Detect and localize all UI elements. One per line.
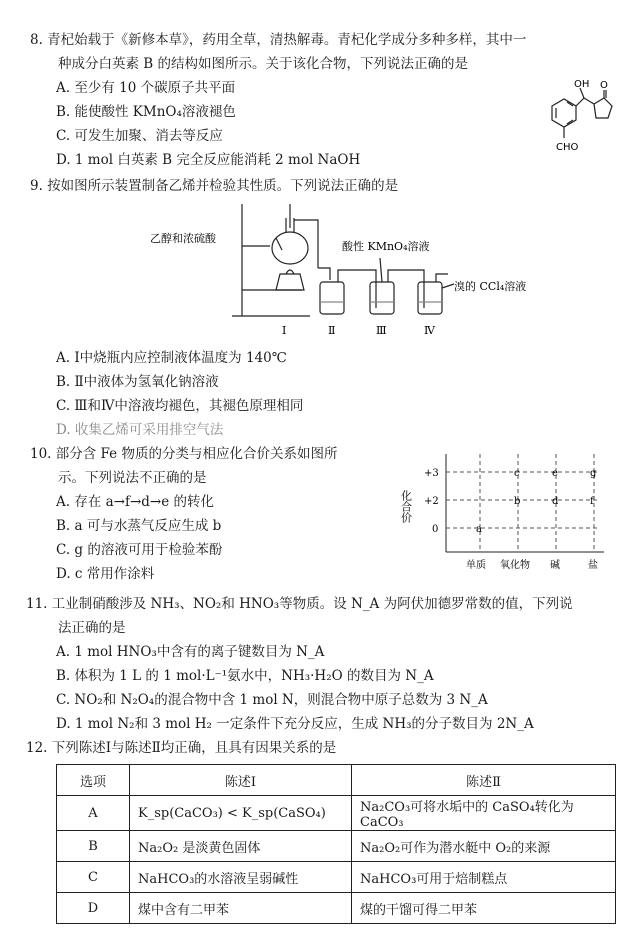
label-i: Ⅰ <box>282 324 287 337</box>
q8-stem-line2: 种成分白英素 B 的结构如图所示。关于该化合物，下列说法正确的是 <box>58 56 469 72</box>
row-b-option: B <box>57 831 130 862</box>
q8-option-d: D. 1 mol 白英素 B 完全反应能消耗 2 mol NaOH <box>56 152 361 168</box>
graph-ylabel: 化合价 <box>399 490 413 523</box>
q10-option-a: A. 存在 a→f→d→e 的转化 <box>56 494 215 510</box>
bottle-ii <box>320 282 344 314</box>
label-iii: Ⅲ <box>376 324 387 337</box>
header-statement-2: 陈述Ⅱ <box>352 765 616 796</box>
q10-stem-line2: 示。下列说法不正确的是 <box>58 470 207 486</box>
label-ii: Ⅱ <box>328 324 336 337</box>
row-a-statement-2: Na₂CO₃可将水垢中的 CaSO₄转化为 CaCO₃ <box>352 796 616 831</box>
flask-label: 乙醇和浓硫酸 <box>150 232 216 245</box>
bottle-iv <box>418 282 442 314</box>
point-a: a <box>476 524 482 535</box>
point-d: d <box>552 496 559 507</box>
q12-stem: 12. 下列陈述Ⅰ与陈述Ⅱ均正确，且具有因果关系的是 <box>26 740 337 756</box>
row-c-statement-1: NaHCO₃的水溶液呈弱碱性 <box>130 862 352 893</box>
q8-option-b: B. 能使酸性 KMnO₄溶液褪色 <box>56 104 236 120</box>
kmno4-label: 酸性 KMnO₄溶液 <box>342 240 430 253</box>
header-option: 选项 <box>57 765 130 796</box>
row-b-statement-2: Na₂O₂可作为潜水艇中 O₂的来源 <box>352 831 616 862</box>
xlabel-element: 单质 <box>466 560 486 571</box>
q11-stem-line1: 11. 工业制硝酸涉及 NH₃、NO₂和 HNO₃等物质。设 N_A 为阿伏加德罗常数的值，下列说 <box>26 596 573 612</box>
q8-option-a: A. 至少有 10 个碳原子共平面 <box>56 80 236 96</box>
row-c-statement-2: NaHCO₃可用于焙制糕点 <box>352 862 616 893</box>
q12-table <box>56 764 616 924</box>
alcohol-lamp <box>276 274 304 290</box>
row-a-option: A <box>57 796 130 831</box>
q11-option-a: A. 1 mol HNO₃中含有的离子键数目为 N_A <box>56 644 325 660</box>
bottle-iii <box>370 282 394 314</box>
q10-option-c: C. g 的溶液可用于检验苯酚 <box>56 542 223 558</box>
q8-option-c: C. 可发生加聚、消去等反应 <box>56 128 223 144</box>
point-g: g <box>590 468 597 479</box>
bromine-label: 溴的 CCl₄溶液 <box>454 280 527 293</box>
row-b-statement-1: Na₂O₂ 是淡黄色固体 <box>130 831 352 862</box>
row-a-statement-1: K_sp(CaCO₃) < K_sp(CaSO₄) <box>130 796 352 831</box>
carbonyl-o-label: O <box>600 80 608 91</box>
point-c: c <box>514 468 520 479</box>
q11-option-c: C. NO₂和 N₂O₄的混合物中含 1 mol N，则混合物中原子总数为 3 N_A <box>56 692 488 708</box>
xlabel-oxide: 氧化物 <box>500 560 530 571</box>
q8-stem-line1: 8. 青杞始载于《新修本草》，药用全草，清热解毒。青杞化学成分多种多样，其中一 <box>30 32 527 48</box>
q9-stem: 9. 按如图所示装置制备乙烯并检验其性质。下列说法正确的是 <box>30 178 399 194</box>
point-b: b <box>514 496 521 507</box>
q10-option-b: B. a 可与水蒸气反应生成 b <box>56 518 222 534</box>
label-iv: Ⅳ <box>424 324 435 337</box>
q10-option-d: D. c 常用作涂料 <box>56 566 155 582</box>
q10-valence-graph <box>399 448 609 583</box>
round-flask <box>272 232 308 264</box>
ytick-plus3: +3 <box>424 468 439 479</box>
row-d-option: D <box>57 893 130 924</box>
q11-option-b: B. 体积为 1 L 的 1 mol·L⁻¹氨水中，NH₃·H₂O 的数目为 N_A <box>56 668 434 684</box>
q9-apparatus-diagram <box>150 198 560 343</box>
cho-label: CHO <box>556 142 579 153</box>
q9-option-a: A. Ⅰ中烧瓶内应控制液体温度为 140℃ <box>56 350 287 366</box>
table-header-row <box>57 765 616 796</box>
ytick-plus2: +2 <box>424 496 439 507</box>
lactone-ring <box>594 98 612 118</box>
q9-option-b: B. Ⅱ中液体为氢氧化钠溶液 <box>56 374 219 390</box>
q9-option-d: D. 收集乙烯可采用排空气法 <box>56 422 224 438</box>
table-row <box>57 862 616 893</box>
row-d-statement-1: 煤中含有二甲苯 <box>130 893 352 924</box>
header-statement-1: 陈述Ⅰ <box>130 765 352 796</box>
table-row <box>57 893 616 924</box>
ytick-zero: 0 <box>432 524 439 535</box>
oh-label: OH <box>574 79 590 90</box>
point-f: f <box>590 496 594 507</box>
q11-option-d: D. 1 mol N₂和 3 mol H₂ 一定条件下充分反应，生成 NH₃的分子数目为 2N_A <box>56 716 534 732</box>
row-c-option: C <box>57 862 130 893</box>
table-row <box>57 796 616 831</box>
q10-stem-line1: 10. 部分含 Fe 物质的分类与相应化合价关系如图所 <box>30 446 338 462</box>
table-row <box>57 831 616 862</box>
xlabel-base: 碱 <box>550 560 560 571</box>
xlabel-salt: 盐 <box>588 560 598 571</box>
q9-option-c: C. Ⅲ和Ⅳ中溶液均褪色，其褪色原理相同 <box>56 398 304 414</box>
row-d-statement-2: 煤的干馏可得二甲苯 <box>352 893 616 924</box>
point-e: e <box>552 468 558 479</box>
q8-structure-diagram <box>538 76 618 166</box>
q11-stem-line2: 法正确的是 <box>58 620 126 636</box>
